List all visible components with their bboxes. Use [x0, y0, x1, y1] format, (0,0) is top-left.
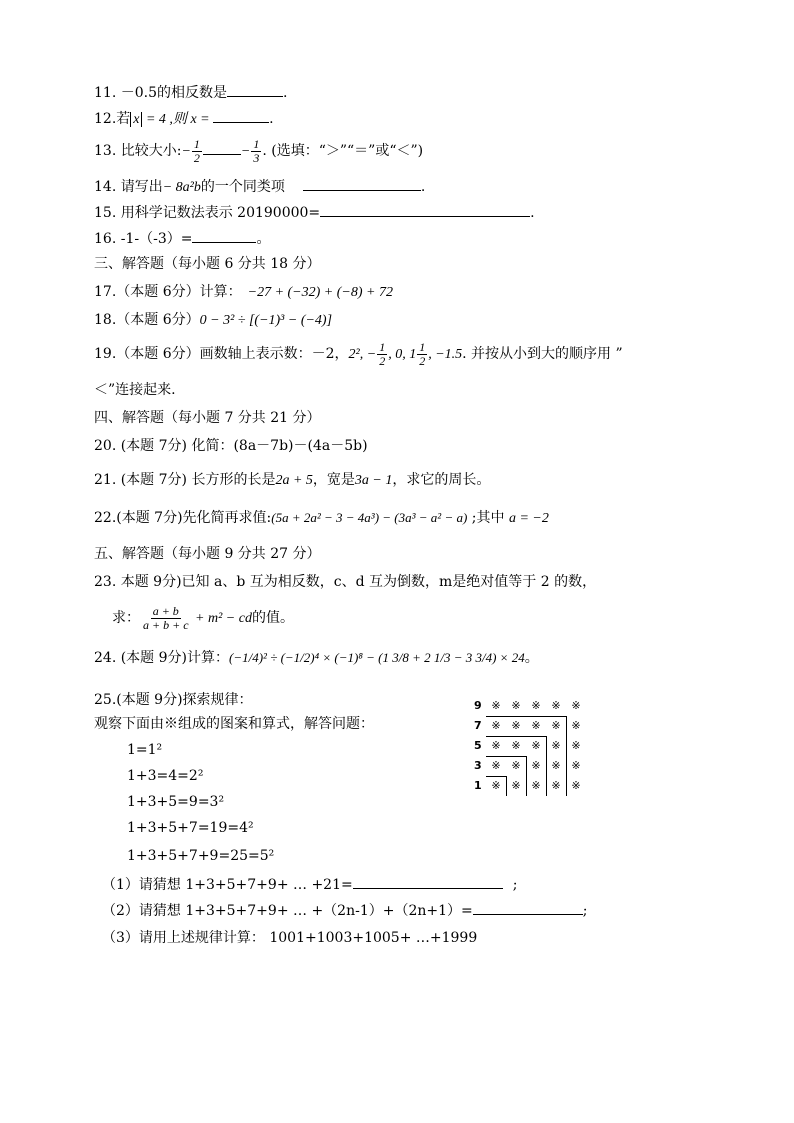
- answer-blank: [213, 108, 269, 123]
- grid-star-mark: ※: [511, 779, 521, 792]
- question-18: 18.（本题 6分）0 − 3² ÷ [(−1)³ − (−4)]: [94, 312, 333, 328]
- grid-divider: [486, 756, 526, 757]
- equation: 1=1²: [127, 742, 163, 758]
- grid-star-mark: ※: [511, 719, 521, 732]
- question-14: 14. 请写出− 8a²b的一个同类项 .: [94, 176, 425, 198]
- question-25: 25.(本题 9分)探索规律：: [94, 692, 253, 708]
- sub-question-1: （1）请猜想 1+3+5+7+9+ … +21= ;: [102, 874, 517, 895]
- grid-star-mark: ※: [511, 739, 521, 752]
- grid-star-mark: ※: [491, 699, 501, 712]
- grid-star-mark: ※: [531, 759, 541, 772]
- answer-blank: [192, 228, 256, 243]
- grid-star-mark: ※: [511, 759, 521, 772]
- grid-star-mark: ※: [531, 779, 541, 792]
- grid-star-mark: ※: [551, 759, 561, 772]
- answer-blank: [353, 874, 503, 889]
- grid-star-mark: ※: [531, 719, 541, 732]
- grid-star-mark: ※: [571, 719, 581, 732]
- question-15: 15. 用科学记数法表示 20190000= .: [94, 202, 535, 223]
- equation: 1+3+5+7=19=4²: [127, 820, 254, 836]
- grid-star-mark: ※: [551, 779, 561, 792]
- grid-star-mark: ※: [491, 719, 501, 732]
- answer-blank: [473, 900, 583, 915]
- grid-divider: [546, 736, 547, 796]
- equation: 1+3=4=2²: [127, 768, 204, 784]
- answer-blank: [227, 82, 283, 97]
- grid-row-label: 5: [474, 739, 482, 752]
- grid-divider: [486, 776, 506, 777]
- equation: 1+3+5=9=3²: [127, 794, 225, 810]
- question-12: 12.若 x = 4 ,则 x = .: [94, 108, 274, 130]
- question-20: 20. (本题 7分) 化简：(8a－7b)－(4a－5b): [94, 438, 368, 454]
- grid-divider: [566, 716, 567, 796]
- grid-divider: [526, 756, 527, 796]
- grid-star-mark: ※: [491, 779, 501, 792]
- grid-row-label: 9: [474, 699, 482, 712]
- grid-star-mark: ※: [571, 779, 581, 792]
- grid-star-mark: ※: [531, 699, 541, 712]
- grid-divider: [486, 716, 566, 717]
- grid-star-mark: ※: [491, 759, 501, 772]
- star-pattern-grid: [474, 696, 594, 800]
- sub-question-2: （2）请猜想 1+3+5+7+9+ … +（2n-1）+（2n+1）= ;: [102, 900, 587, 921]
- grid-row-label: 1: [474, 779, 482, 792]
- grid-divider: [506, 776, 507, 796]
- question-21: 21. (本题 7分) 长方形的长是2a + 5，宽是3a − 1，求它的周长。: [94, 472, 491, 488]
- question-11: 11. －0.5的相反数是 .: [94, 82, 287, 103]
- grid-divider: [486, 736, 546, 737]
- answer-blank: [375, 176, 421, 191]
- question-17: 17.（本题 6分）计算： −27 + (−32) + (−8) + 72: [94, 284, 393, 300]
- grid-star-mark: ※: [551, 739, 561, 752]
- question-23: 23. 本题 9分)已知 a、b 互为相反数，c、d 互为倒数，m是绝对值等于 2 的数，: [94, 574, 597, 590]
- grid-star-mark: ※: [551, 699, 561, 712]
- grid-row-label: 7: [474, 719, 482, 732]
- question-16: 16. -1-（-3）= 。: [94, 228, 270, 249]
- section-heading-5: 五、解答题（每小题 9 分共 27 分）: [94, 546, 321, 562]
- question-19-line2: ＜”连接起来.: [94, 382, 176, 398]
- question-22: 22.(本题 7分)先化简再求值:(5a + 2a² − 3 − 4a³) − (3a³ − a² − a) ;其中 a = −2: [94, 510, 549, 526]
- grid-star-mark: ※: [491, 739, 501, 752]
- section-heading-3: 三、解答题（每小题 6 分共 18 分）: [94, 256, 321, 272]
- question-24: 24. (本题 9分)计算：(−1/4)² ÷ (−1/2)⁴ × (−1)⁸ − (1 3/8 + 2 1/3 − 3 3/4) × 24。: [94, 650, 539, 666]
- answer-blank: [320, 202, 530, 217]
- question-19: 19.（本题 6分）画数轴上表示数：－2，2², − $\frac{1}{2}$ , 0, 1 $\frac{1}{2}$ , −1.5. 并按从小到大的顺序用 ”: [94, 339, 623, 368]
- answer-blank: [203, 132, 241, 155]
- question-25-desc: 观察下面由※组成的图案和算式，解答问题：: [94, 716, 374, 732]
- grid-star-mark: ※: [551, 719, 561, 732]
- grid-star-mark: ※: [571, 759, 581, 772]
- grid-star-mark: ※: [571, 739, 581, 752]
- grid-star-mark: ※: [571, 699, 581, 712]
- grid-row-label: 3: [474, 759, 482, 772]
- grid-star-mark: ※: [531, 739, 541, 752]
- answer-blank: [303, 176, 375, 191]
- equation: 1+3+5+7+9=25=5²: [127, 848, 275, 864]
- sub-question-3: （3）请用上述规律计算： 1001+1003+1005+ …+1999: [102, 930, 478, 946]
- section-heading-4: 四、解答题（每小题 7 分共 21 分）: [94, 410, 321, 426]
- question-23-line2: 求： $\frac{a + b}{a + b + c}$ + m² − cd的值。: [112, 603, 294, 632]
- question-13: 13. 比较大小:− $\frac{1}{2}$ − $\frac{1}{3}$ . (选填：“＞”“＝”或“＜”): [94, 132, 423, 166]
- grid-star-mark: ※: [511, 699, 521, 712]
